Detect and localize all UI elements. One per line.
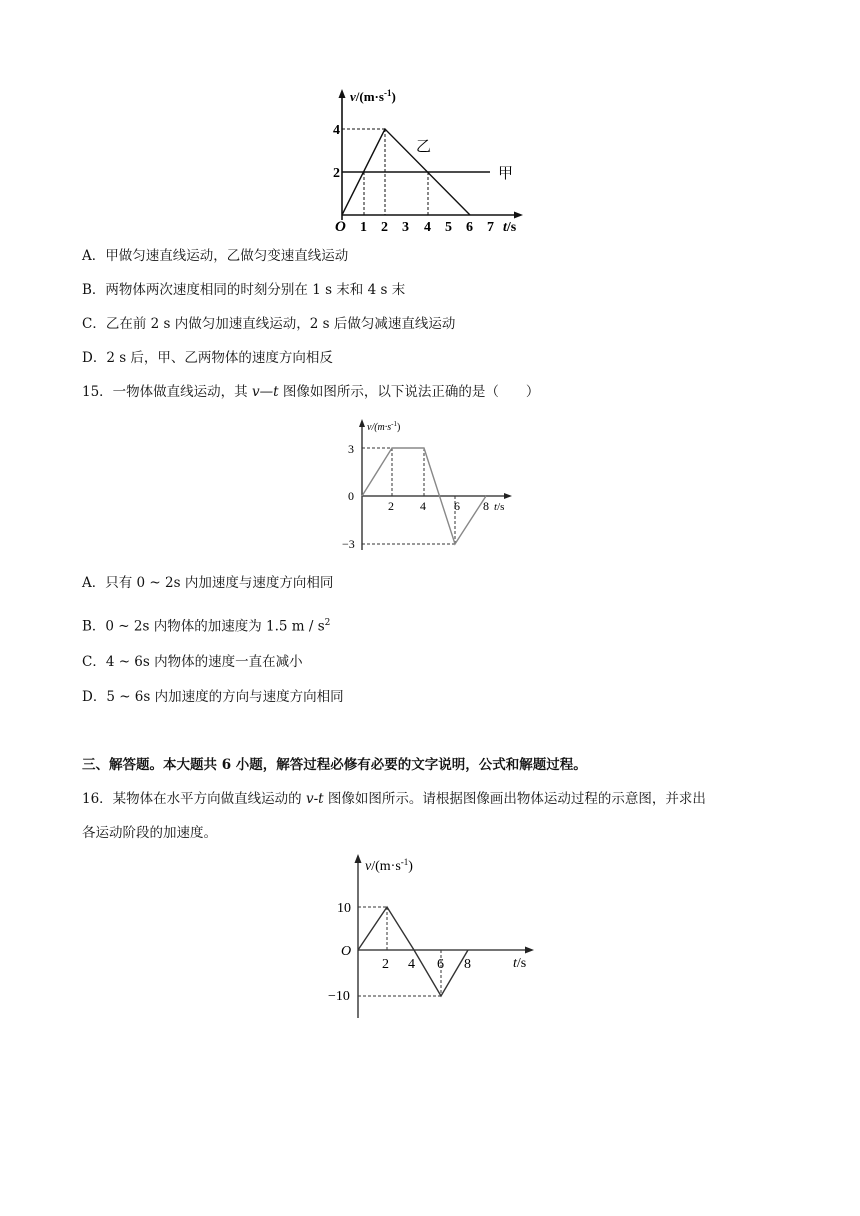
y-tick-neg10: −10 bbox=[328, 989, 350, 1004]
series-label-jia: 甲 bbox=[498, 166, 514, 182]
series-label-yi: 乙 bbox=[416, 139, 432, 155]
x-axis-label: t/s bbox=[513, 956, 527, 971]
y-tick-2: 2 bbox=[333, 166, 340, 181]
x-tick-6: 6 bbox=[466, 220, 473, 235]
x-tick-8: 8 bbox=[464, 957, 471, 972]
x-tick-1: 1 bbox=[360, 220, 367, 235]
q15-stem: 15．一物体做直线运动，其 v—t 图像如图所示，以下说法正确的是（ ） bbox=[82, 384, 540, 400]
x-axis-arrow bbox=[504, 493, 512, 499]
x-tick-4: 4 bbox=[424, 220, 431, 235]
y-tick-3: 3 bbox=[348, 442, 354, 456]
x-axis-arrow bbox=[525, 947, 534, 954]
velocity-time-graph-1 bbox=[330, 85, 530, 235]
y-axis-label: $v/(m\cdot s^{-1})$ bbox=[365, 857, 413, 874]
y-axis-arrow bbox=[339, 89, 346, 98]
x-tick-6: 6 bbox=[437, 957, 444, 972]
velocity-time-graph-2 bbox=[336, 418, 516, 558]
q15-option-a: A．只有 0 ~ 2s 内加速度与速度方向相同 bbox=[82, 575, 334, 591]
q15-option-c: C．4 ~ 6s 内物体的速度一直在减小 bbox=[82, 654, 303, 670]
y-axis-arrow bbox=[359, 419, 365, 427]
q14-option-c: C．乙在前 2 s 内做匀加速直线运动，2 s 后做匀减速直线运动 bbox=[82, 316, 456, 332]
q15-option-d: D．5 ~ 6s 内加速度的方向与速度方向相同 bbox=[82, 689, 344, 705]
q14-option-d: D．2 s 后，甲、乙两物体的速度方向相反 bbox=[82, 350, 333, 366]
x-tick-4: 4 bbox=[408, 957, 415, 972]
y-axis-label: $v/(m\cdot s^{-1})$ bbox=[350, 88, 396, 104]
series-line bbox=[358, 907, 468, 996]
x-tick-7: 7 bbox=[487, 220, 494, 235]
y-tick-10: 10 bbox=[337, 901, 351, 916]
x-tick-2: 2 bbox=[381, 220, 388, 235]
y-axis-arrow bbox=[355, 854, 362, 863]
y-axis-label: $v/(m\cdot s^{-1})$ bbox=[367, 420, 401, 433]
origin-label: O bbox=[335, 219, 346, 235]
velocity-time-graph-3 bbox=[320, 850, 540, 1025]
x-tick-2: 2 bbox=[382, 957, 389, 972]
q15-option-b: B．0 ~ 2s 内物体的加速度为 1.5 m / $s^2$ bbox=[82, 618, 331, 635]
y-tick-neg3: −3 bbox=[342, 537, 355, 551]
x-tick-8: 8 bbox=[483, 499, 489, 513]
q14-option-b: B．两物体两次速度相同的时刻分别在 1 s 末和 4 s 末 bbox=[82, 282, 406, 298]
y-tick-4: 4 bbox=[333, 123, 340, 138]
x-axis-label: t/s bbox=[494, 501, 505, 513]
origin-label: O bbox=[341, 944, 352, 959]
q16-stem-line-1: 16．某物体在水平方向做直线运动的 v-t 图像如图所示。请根据图像画出物体运动过程的示意图，并求出 bbox=[82, 791, 706, 807]
q16-stem-line-2: 各运动阶段的加速度。 bbox=[82, 825, 217, 841]
x-tick-3: 3 bbox=[402, 220, 409, 235]
y-tick-0: 0 bbox=[348, 489, 354, 503]
x-tick-6: 6 bbox=[454, 499, 460, 513]
x-tick-5: 5 bbox=[445, 220, 452, 235]
x-axis-arrow bbox=[514, 212, 523, 219]
x-tick-2: 2 bbox=[388, 499, 394, 513]
section-3-heading: 三、解答题。本大题共 6 小题，解答过程必修有必要的文字说明，公式和解题过程。 bbox=[82, 757, 587, 773]
x-axis-label: t/s bbox=[503, 220, 517, 235]
q14-option-a: A．甲做匀速直线运动，乙做匀变速直线运动 bbox=[82, 248, 349, 264]
x-tick-4: 4 bbox=[420, 499, 426, 513]
